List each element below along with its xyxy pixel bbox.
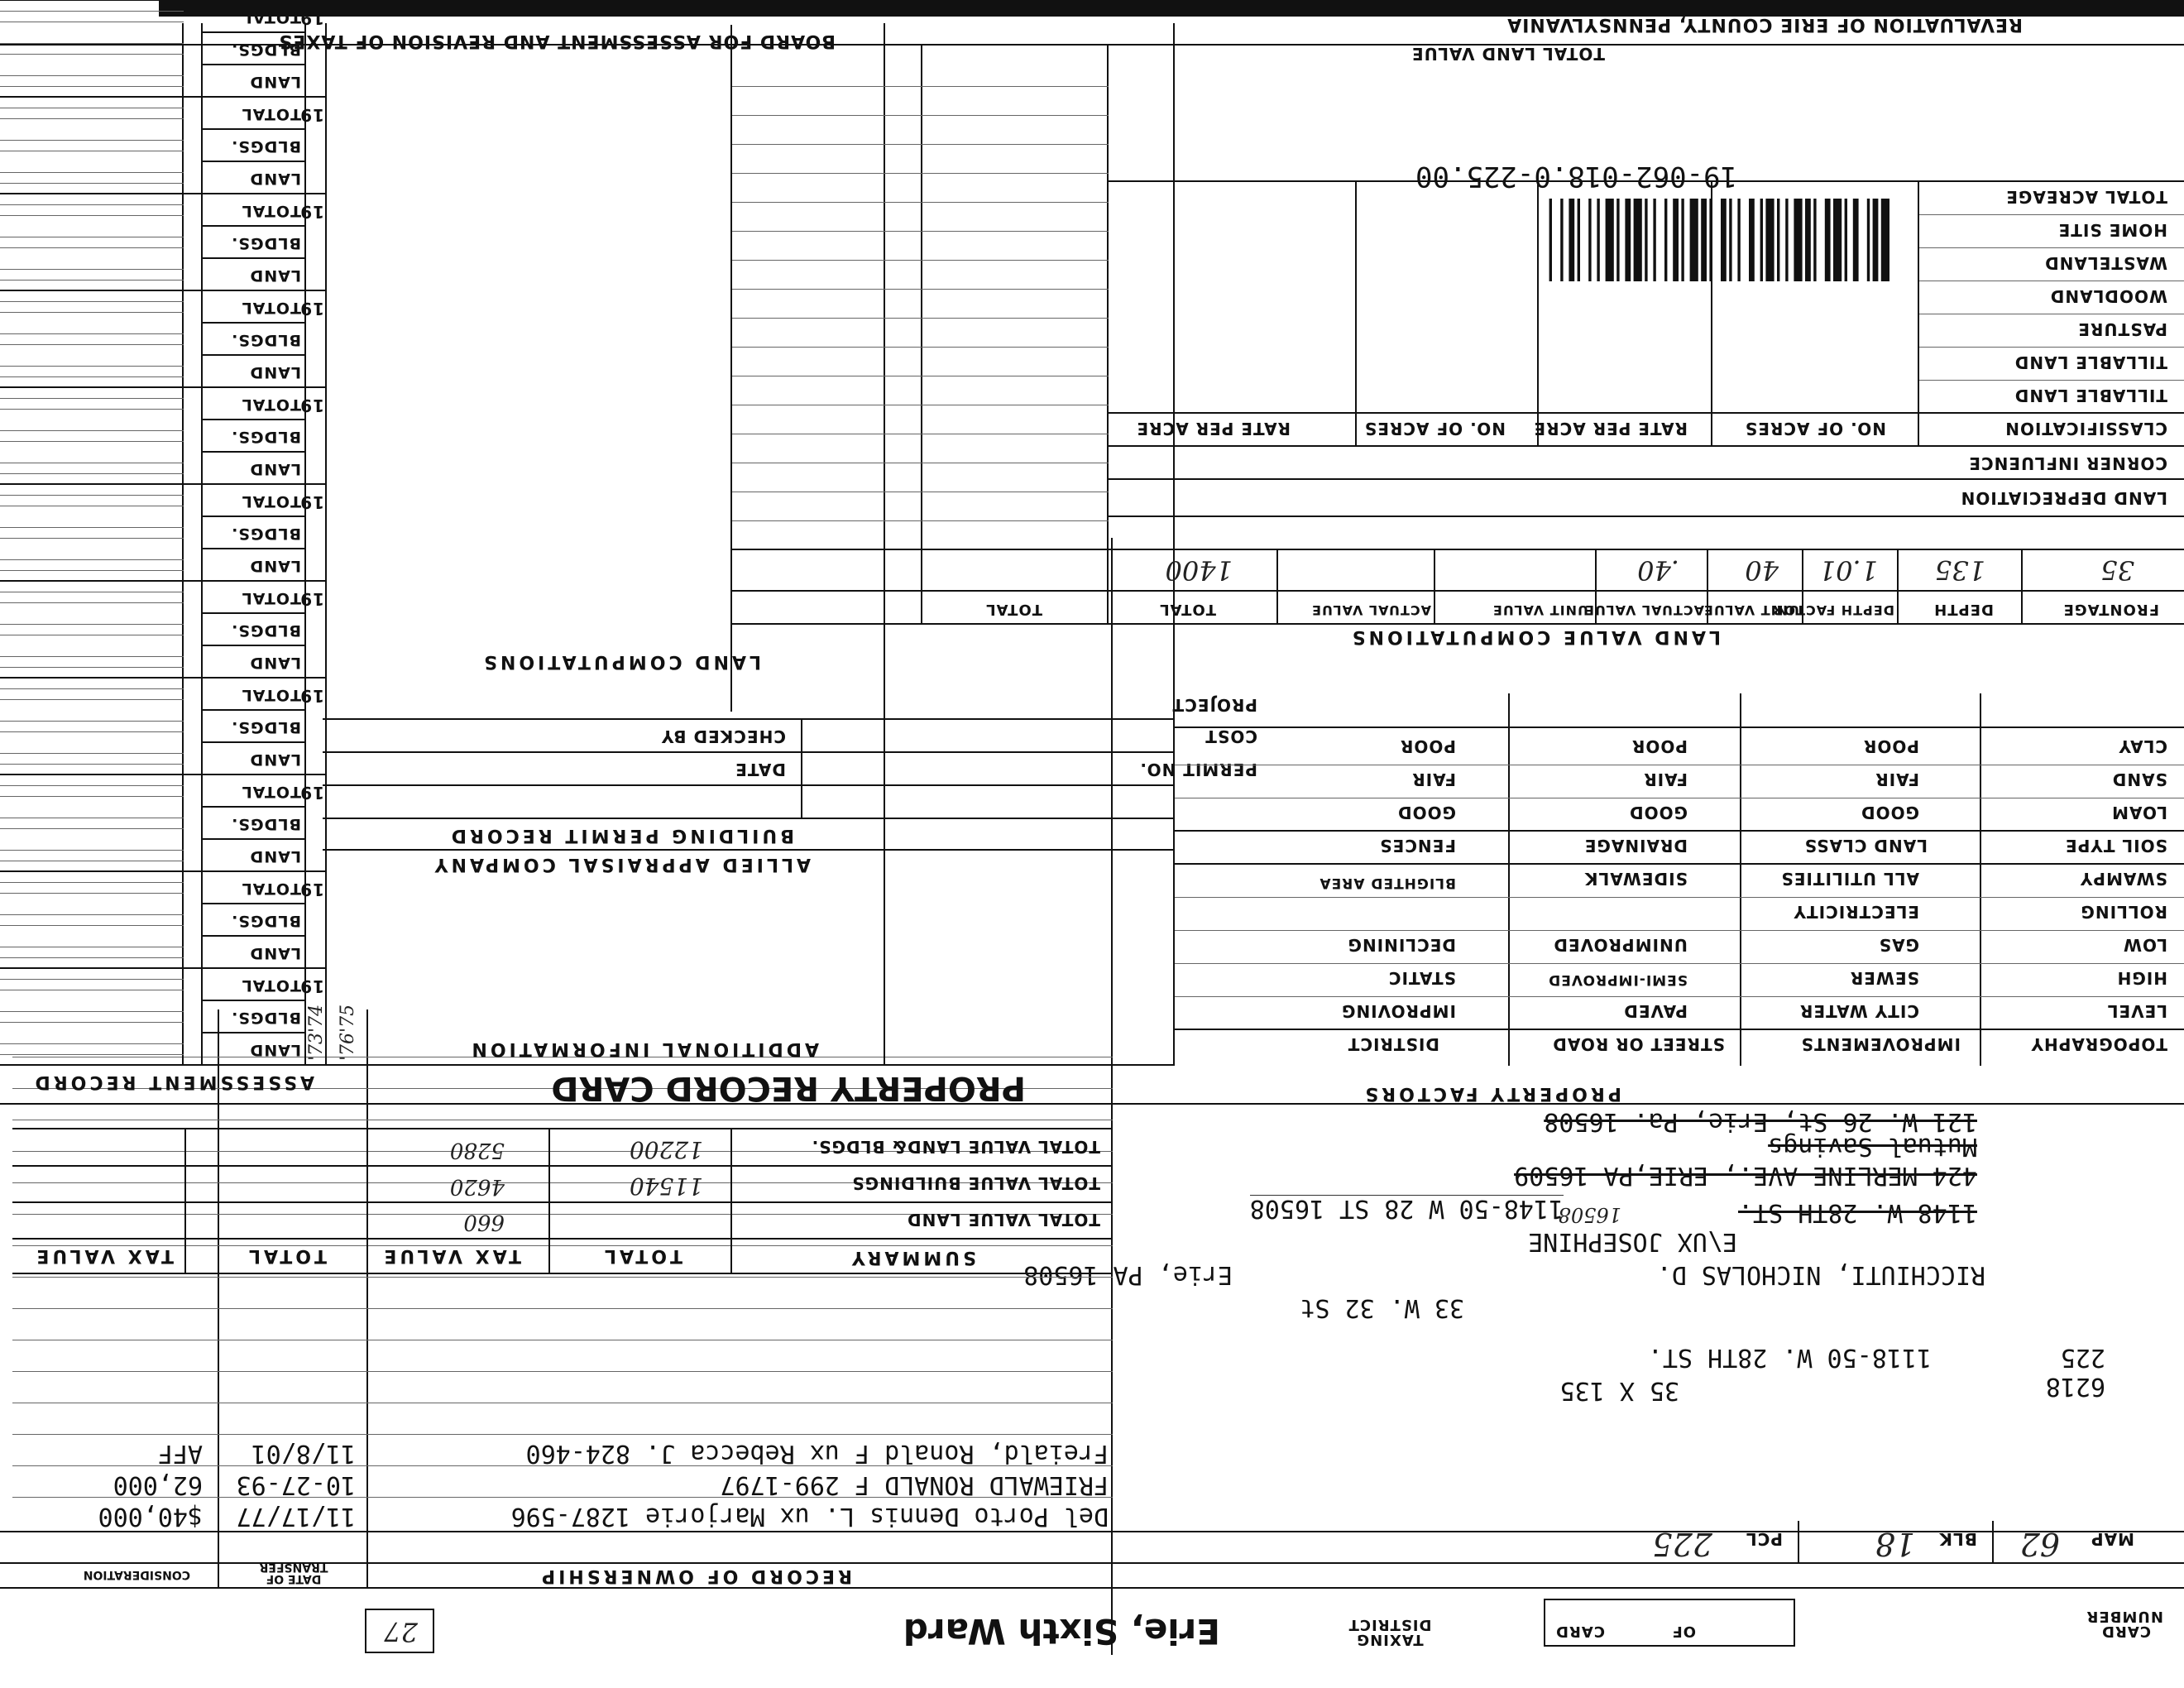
summary-tax-header: TAX VALUE [381,1245,521,1266]
barcode-bar [1673,199,1679,281]
grade-fair-1: FAIR [1875,770,1919,789]
summary-row-bldg-tax: 4620 [449,1174,505,1199]
assessment-year-prefix: 19 [299,880,324,899]
topo-swampy: SWAMPY [2079,869,2167,889]
col-unit-value-2: UNIT VALUE [1492,602,1588,618]
no-acres-label-2: NO. OF ACRES [1363,419,1506,439]
assessment-row-label: LAND [249,73,301,91]
barcode-bar [1833,199,1842,281]
assessment-row-label: TOTAL [241,202,301,220]
assessment-row-label: BLDGS. [231,912,301,930]
appraiser: ALLIED APPRAISAL COMPANY [431,854,811,875]
grade-good-3: GOOD [1396,803,1456,822]
summary-row-all-tax: 5280 [449,1138,505,1163]
barcode-bar [1588,199,1591,281]
map-label: MAP [2090,1529,2134,1549]
date-of-transfer-header: DATE OF TRANSFER [259,1561,328,1585]
barcode-bar [1813,199,1816,281]
barcode-bar [1805,199,1811,281]
assessment-row-label: LAND [249,1041,301,1059]
amount-row-2: 62,000 [113,1470,203,1499]
col-total: TOTAL [1159,601,1216,618]
pcl-label: PCL [1745,1529,1783,1549]
imp-gas: GAS [1878,935,1919,955]
summary-total-header: TOTAL [601,1245,682,1266]
blk-label: BLK [1938,1529,1977,1549]
soil-sand: SAND [2111,770,2167,789]
assessment-row-label: BLDGS. [231,815,301,833]
project-label: PROJECT [1171,695,1257,715]
lot-dimensions: 35 X 135 [1559,1376,1679,1405]
col-depth: DEPTH [1933,601,1994,618]
assessment-year-block [0,1,324,98]
assessment-year-block [0,194,324,291]
barcode-bar [1645,199,1647,281]
barcode-bar [1881,199,1889,281]
summary-row-all-label: TOTAL VALUE LAND& BLDGS. [811,1137,1100,1157]
total-land-value-label: TOTAL LAND VALUE [1411,44,1605,64]
barcode-bar [1709,199,1712,281]
board-title: BOARD FOR ASSESSMENT AND REVISION OF TAXES [278,31,836,51]
district-blighted: BLIGHTED AREA [1319,875,1456,891]
assessment-year-block [0,291,324,388]
assessment-row-label: TOTAL [241,396,301,414]
assessment-row-label: LAND [249,750,301,769]
drainage-header: DRAINAGE [1583,836,1688,856]
barcode-bar [1867,199,1870,281]
summary-row-all-total: 12200 [629,1136,703,1163]
acre-row-1: TILLABLE LAND [2014,386,2167,405]
assessment-year-block [0,679,324,775]
acre-row-2: TILLABLE LAND [2014,352,2167,372]
barcode-bar [1749,199,1755,281]
assessment-row-label: LAND [249,170,301,188]
value-depth: 135 [1934,554,1985,586]
assessment-row-label: LAND [249,847,301,866]
acre-row-3: PASTURE [2077,319,2167,339]
assessment-year-prefix: 19 [299,299,324,319]
assessment-year-prefix: 19 [299,8,324,28]
barcode-bar [1737,199,1740,281]
county-title: REVALUATION OF ERIE COUNTY, PENNSYLVANIA [1506,14,2023,35]
acre-row-7: TOTAL ACREAGE [2005,187,2167,207]
assessment-year-block [0,388,324,485]
corner-influence-label: CORNER INFLUENCE [1968,453,2167,473]
barcode-bar [1765,199,1774,281]
barcode-bar [1690,199,1698,281]
rate-per-acre-label-1: RATE PER ACRE [1533,419,1688,439]
district-value: Erie, Sixth Ward [903,1611,1220,1652]
assessment-row-label: TOTAL [241,492,301,511]
grade-poor-2: POOR [1631,736,1688,756]
barcode-bar [1794,199,1802,281]
barcode-bar [1625,199,1631,281]
property-record-card-title: PROPERTY RECORD CARD [551,1069,1026,1107]
assessment-row-label: BLDGS. [231,41,301,59]
soil-header: SOIL TYPE [2065,836,2167,856]
barcode-bar [1873,199,1879,281]
barcode-bar [1825,199,1831,281]
year-note-2: '76'75 [338,1004,358,1061]
consideration-header: CONSIDERATION [83,1568,190,1581]
land-depreciation-label: LAND DEPRECIATION [1960,488,2167,508]
assessment-year-prefix: 19 [299,396,324,415]
handwritten-mark: 16508 [1558,1203,1621,1226]
assessment-row-label: LAND [249,557,301,575]
topo-low: LOW [2122,935,2167,955]
card-number-label: CARD NUMBER [2086,1608,2163,1640]
barcode-bar [1606,199,1614,281]
assessment-year-prefix: 19 [299,783,324,803]
grade-good-2: GOOD [1628,803,1688,822]
assessment-row-label: LAND [249,654,301,672]
barcode-bar [1721,199,1727,281]
district-static: STATIC [1387,968,1456,988]
barcode-bar [1569,199,1574,281]
soil-loam: LOAM [2111,803,2167,822]
mailing-address: 424 MERLINE AVE., ERIE,PA 16509 [1514,1161,1977,1190]
barcode-bar [1634,199,1642,281]
assessment-year-prefix: 19 [299,976,324,996]
owner-row-2: FRIEWALD RONALD F 299-1797 [720,1470,1109,1499]
grade-fair-3: FAIR [1411,770,1456,789]
col-depth-factor: DEPTH FACTOR [1772,602,1894,618]
barcode-bar [1785,199,1788,281]
land-class-header: LAND CLASS [1803,836,1928,856]
assessment-row-label: TOTAL [241,783,301,801]
property-location: 1118-50 W. 28TH ST. [1647,1343,1932,1372]
owner-address-2: Erie, PA 16508 [1023,1260,1233,1289]
barcode-bar [1549,199,1552,281]
barcode-bar [1777,199,1779,281]
grade-poor-1: POOR [1862,736,1919,756]
date-row-1: 11/17/77 [236,1502,356,1531]
topo-high: HIGH [2116,968,2167,988]
owner-row-1: Del Porto Dennis L. ux Marjorie 1287-596 [510,1502,1109,1531]
assessment-year-prefix: 19 [299,105,324,125]
of-label: OF [1671,1623,1696,1640]
district-header: DISTRICT [1347,1034,1439,1054]
assessment-year-block [0,582,324,679]
assessment-row-label: TOTAL [241,589,301,607]
assessment-row-label: TOTAL [241,976,301,995]
acre-row-5: WASTELAND [2044,253,2167,273]
assessment-row-label: BLDGS. [231,428,301,446]
pcl-value: 225 [1652,1526,1712,1562]
assessment-year-prefix: 19 [299,589,324,609]
imp-sewer: SEWER [1849,968,1919,988]
assessment-row-label: BLDGS. [231,137,301,156]
acre-row-4: WOODLAND [2049,286,2167,306]
grade-fair-2: FAIR [1643,770,1688,789]
assessment-row-label: BLDGS. [231,525,301,543]
barcode-bar [1853,199,1859,281]
topo-level: LEVEL [2106,1001,2167,1021]
assessment-year-block [0,775,324,872]
ownership-title: RECORD OF OWNERSHIP [539,1566,852,1586]
col-actual-value-2: ACTUAL VALUE [1311,602,1431,618]
summary-tax-header-2: TAX VALUE [33,1245,174,1266]
classification-label: CLASSIFICATION [2004,419,2167,439]
improvements-header: IMPROVEMENTS [1800,1034,1961,1054]
land-value-title: LAND VALUE COMPUTATIONS [1348,626,1721,647]
lender-address: 121 W. 26 St, Erie, Pa. 16508 [1544,1107,1977,1136]
assessment-row-label: BLDGS. [231,621,301,640]
year-note: '73'74 [306,1004,327,1061]
barcode-bar [1653,199,1655,281]
owner-row-3: Freiald, Ronald F ux Rebecca J. 824-460 [525,1439,1109,1468]
rate-per-acre-label-2: RATE PER ACRE [1136,419,1291,439]
assessment-record-title: ASSESSMENT RECORD [31,1072,314,1092]
blk-value: 18 [1875,1526,1915,1562]
card-label: CARD [1555,1623,1605,1640]
imp-city-water: CITY WATER [1799,1001,1919,1021]
acre-row-6: HOME SITE [2057,220,2167,240]
assessment-row-label: BLDGS. [231,234,301,252]
assessment-row-label: BLDGS. [231,718,301,736]
assessment-year-block [0,98,324,194]
assessment-row-label: TOTAL [241,880,301,898]
barcode-bar [1729,199,1731,281]
value-frontage: 35 [2100,554,2134,586]
owner-address-1: 33 W. 32 St [1300,1293,1464,1322]
parcel-number: 225 [2060,1343,2105,1372]
fences-header: FENCES [1379,836,1456,856]
col-actual-value: ACTUAL VALUE [1584,602,1704,618]
value-depth-factor: 1.01 [1818,554,1878,586]
summary-row-land-tax: 660 [463,1210,505,1235]
no-acres-label-1: NO. OF ACRES [1744,419,1886,439]
building-permit-title: BUILDING PERMIT RECORD [448,825,794,846]
summary-row-bldg-total: 11540 [629,1172,703,1200]
additional-info-title: ADDITIONAL INFORMATION [468,1038,819,1059]
amount-row-3: AFF [157,1439,203,1468]
summary-row-bldg-label: TOTAL VALUE BUILDINGS [851,1173,1100,1193]
value-total: 1400 [1165,554,1233,586]
value-actual: .40 [1637,554,1679,586]
date-row-3: 11/8/01 [251,1439,356,1468]
col-frontage: FRONTAGE [2062,601,2159,618]
topo-rolling: ROLLING [2080,902,2167,922]
assessment-row-label: LAND [249,944,301,962]
barcode-bar [1664,199,1667,281]
street-sidewalk: SIDEWALK [1584,869,1688,889]
land-computations-title: LAND COMPUTATIONS [481,651,761,672]
assessment-row-label: TOTAL [241,686,301,704]
assessment-year-prefix: 19 [299,492,324,512]
form-number: 27 [384,1616,418,1647]
barcode-bar [1681,199,1684,281]
grade-good-1: GOOD [1860,803,1919,822]
street-header: STREET OR ROAD [1552,1034,1725,1054]
permit-cost-label: COST [1205,727,1257,746]
value-unit: 40 [1745,554,1779,586]
imp-all-utilities: ALL UTILITIES [1780,869,1919,889]
old-address: 1148 W. 28TH ST. [1738,1198,1977,1227]
barcode-bar [1701,199,1707,281]
barcode-bar [1560,199,1563,281]
assessment-row-label: TOTAL [241,105,301,123]
assessment-row-label: TOTAL [241,299,301,317]
parcel-id: 6218 [2045,1372,2105,1401]
assessment-row-label: LAND [249,460,301,478]
summary-total-header-2: TOTAL [245,1245,327,1266]
topography-header: TOPOGRAPHY [2030,1034,2167,1054]
summary-title: SUMMARY [848,1247,976,1268]
barcode-bar [1616,199,1619,281]
street-unimproved: UNIMPROVED [1553,935,1688,955]
checked-by-label: CHECKED BY [660,727,786,746]
lender: Mutual Savings [1768,1132,1977,1161]
assessment-row-label: LAND [249,266,301,285]
assessment-row-label: TOTAL [241,8,301,26]
assessment-row-label: BLDGS. [231,331,301,349]
col-unit-value: UNIT VALUE [1703,602,1799,618]
permit-date-label: DATE [735,760,786,779]
assessment-row-label: BLDGS. [231,1009,301,1027]
grade-poor-3: POOR [1399,736,1456,756]
assessment-year-block [0,872,324,969]
barcode-bar [1760,199,1763,281]
property-factors-title: PROPERTY FACTORS [1362,1083,1621,1104]
street-paved: PAVED [1623,1001,1688,1021]
barcode-bar [1578,199,1580,281]
date-row-2: 10-27-93 [236,1470,356,1499]
district-declining: DECLINING [1347,935,1456,955]
barcode-bar [1845,199,1847,281]
district-improving: IMPROVING [1341,1001,1456,1021]
amount-row-1: $40,000 [98,1502,203,1531]
barcode [1233,199,1894,281]
new-address: 1148-50 W 28 ST 16508 [1249,1194,1564,1223]
map-value: 62 [2019,1526,2060,1562]
imp-electricity: ELECTRICITY [1793,902,1919,922]
soil-clay: CLAY [2118,736,2167,756]
col-total-2: TOTAL [985,601,1042,618]
barcode-number: 19-062-018.0-225.00 [1415,160,1737,193]
permit-no-label: PERMIT NO. [1139,760,1257,779]
owner-name: RICCHIUTI, NICHOLAS D. [1656,1260,1985,1289]
summary-row-land-label: TOTAL VALUE LAND [907,1210,1100,1230]
street-semi: SEMI-IMPROVED [1548,971,1688,988]
assessment-year-block [0,485,324,582]
taxing-district-label: TAXING DISTRICT [1348,1616,1432,1648]
owner-name-2: E\UX JOSEPHINE [1528,1227,1737,1256]
assessment-year-prefix: 19 [299,686,324,706]
barcode-bar [1597,199,1599,281]
assessment-year-prefix: 19 [299,202,324,222]
assessment-row-label: LAND [249,363,301,381]
